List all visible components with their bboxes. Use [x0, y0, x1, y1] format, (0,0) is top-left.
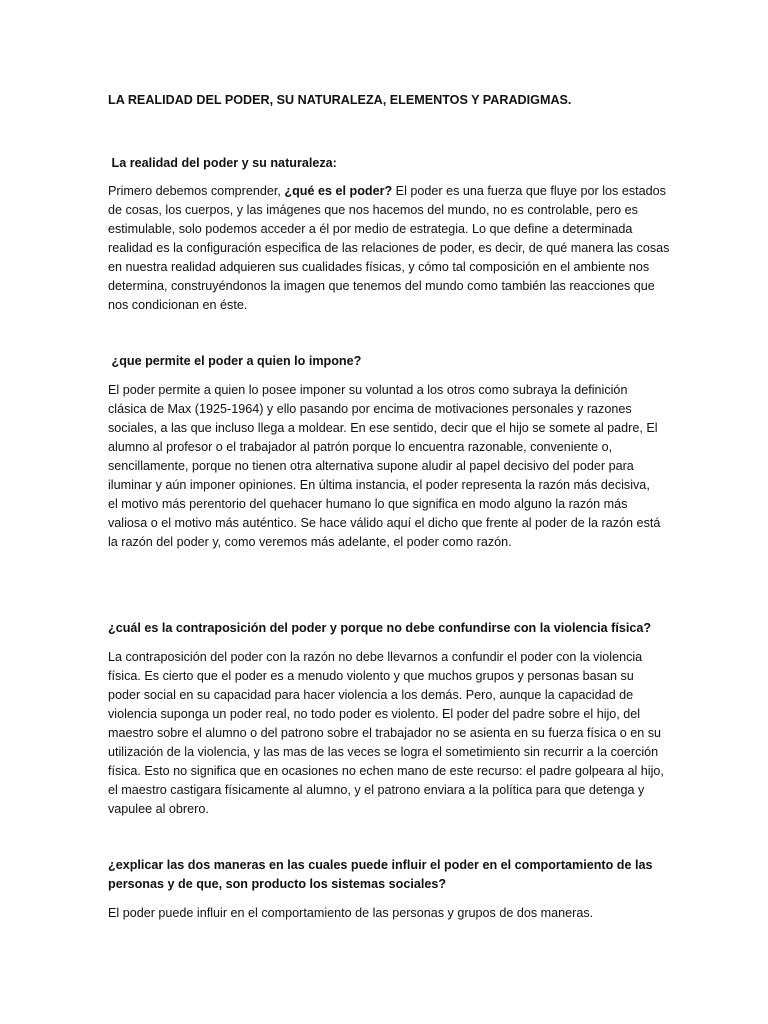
- heading-line: ¿explicar las dos maneras en las cuales puede influir el poder en el comportamiento de las: [108, 858, 653, 872]
- inline-question: ¿qué es el poder?: [284, 184, 393, 198]
- paragraph-line: poder social en su capacidad para hacer violencia a los demás. Pero, aunque la capacidad de: [108, 688, 634, 702]
- paragraph-line: utilización de la violencia, y las mas de las veces se logra el sometimiento sin recurrir a la coerción: [108, 745, 659, 759]
- paragraph-line: determina, construyéndonos la imagen que tenemos del mundo como también las reacciones que: [108, 279, 655, 293]
- paragraph-line: alumno al profesor o el trabajador al patrón porque lo encuentra razonable, conveniente o,: [108, 440, 613, 454]
- paragraph-line: El poder puede influir en el comportamiento de las personas y grupos de dos maneras.: [108, 906, 594, 920]
- paragraph-line: física. Es cierto que el poder es a menudo violento y que muchos grupos y personas basan su: [108, 669, 634, 683]
- paragraph-line: la razón del poder y, como veremos más adelante, el poder como razón.: [108, 535, 512, 549]
- paragraph-line: sociales, a las que incluso llega a moldear. En ese sentido, decir que el hijo se somete al padre, El: [108, 421, 658, 435]
- section-heading-4: [108, 856, 668, 894]
- paragraph-line: sencillamente, porque no tienen otra alternativa supone aludir al papel decisivo del poder para: [108, 459, 634, 473]
- paragraph-line: valiosa o el motivo más auténtico. Se hace válido aquí el dicho que frente al poder de la razón está: [108, 516, 661, 530]
- paragraph-line: vapulee al obrero.: [108, 802, 209, 816]
- paragraph-line: en nuestra realidad adquieren sus cualidades físicas, y cómo tal composición en el ambiente nos: [108, 260, 650, 274]
- paragraph-line: El poder permite a quien lo posee imponer su voluntad a los otros como subraya la definición: [108, 383, 628, 397]
- paragraph-line: Primero debemos comprender, ¿qué es el poder? El poder es una fuerza que fluye por los estados: [108, 184, 666, 198]
- paragraph-line: violencia suponga un poder real, no todo poder es violento. El poder del padre sobre el hijo, del: [108, 707, 641, 721]
- heading-line: personas y de que, son producto los sistemas sociales?: [108, 877, 447, 891]
- paragraph-line: maestro sobre el alumno o del patrono sobre el trabajador no se asienta en su fuerza física o en su: [108, 726, 662, 740]
- paragraph-line: realidad es la configuración especifica de las relaciones de poder, es decir, de qué manera las cosas: [108, 241, 670, 255]
- document-title: LA REALIDAD DEL PODER, SU NATURALEZA, ELEMENTOS Y PARADIGMAS.: [108, 93, 572, 107]
- paragraph-line: el motivo más perentorio del quehacer humano lo que significa en modo alguno la razón más: [108, 497, 628, 511]
- section-heading-1: La realidad del poder y su naturaleza:: [108, 156, 337, 170]
- paragraph-line: clásica de Max (1925-1964) y ello pasando por encima de motivaciones personales y razones: [108, 402, 632, 416]
- paragraph-line: física. Esto no significa que en ocasiones no echen mano de este recurso: el padre golpeara al hijo,: [108, 764, 664, 778]
- paragraph-line: el maestro castigara físicamente al alumno, y el patrono enviara a la política para que detenga y: [108, 783, 645, 797]
- section-heading-3: ¿cuál es la contraposición del poder y porque no debe confundirse con la violencia física?: [108, 621, 652, 635]
- paragraph-line: La contraposición del poder con la razón no debe llevarnos a confundir el poder con la violencia: [108, 650, 643, 664]
- paragraph-line: nos condicionan en éste.: [108, 298, 248, 312]
- paragraph-line: iluminar y aún imponer opiniones. En última instancia, el poder representa la razón más decisiva,: [108, 478, 650, 492]
- paragraph-line: estimulable, solo podemos acceder a él por medio de estrategia. Lo que define a determinada: [108, 222, 633, 236]
- section-paragraph-4: [108, 904, 670, 923]
- section-paragraph-1: [108, 182, 670, 315]
- paragraph-line: de cosas, los cuerpos, y las imágenes que nos hacemos del mundo, no es controlable, pero es: [108, 203, 638, 217]
- section-paragraph-2: [108, 381, 670, 552]
- section-heading-2: ¿que permite el poder a quien lo impone?: [108, 354, 362, 368]
- section-paragraph-3: [108, 648, 670, 819]
